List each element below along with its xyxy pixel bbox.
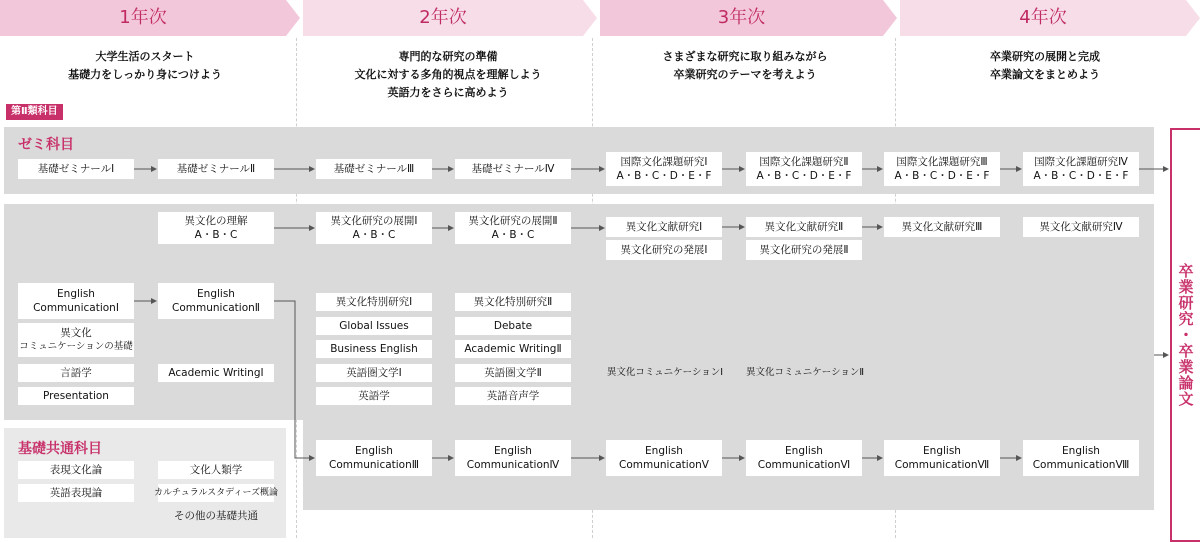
course-box: 異文化研究の展開Ⅱ A・B・C [455, 212, 571, 244]
course-box: 基礎ゼミナールⅣ [455, 159, 571, 179]
course-box: Global Issues [316, 317, 432, 335]
course-box: 国際文化課題研究Ⅰ A・B・C・D・E・F [606, 152, 722, 186]
graduation-thesis-box [1170, 128, 1200, 542]
year-desc-2: 専門的な研究の準備 文化に対する多角的視点を理解しよう 英語力をさらに高めよう [354, 50, 542, 99]
course-box: English CommunicationⅦ [884, 440, 1000, 476]
year-arrow-2 [303, 0, 597, 36]
year-label: 3年次 [717, 7, 766, 28]
course-box: 文化人類学 [158, 461, 274, 479]
course-box: 基礎ゼミナールⅠ [18, 159, 134, 179]
year-label: 1年次 [119, 7, 167, 28]
course-box: 異文化特別研究Ⅱ [455, 293, 571, 311]
year-label: 4年次 [1019, 7, 1067, 28]
course-box: 英語音声学 [455, 387, 571, 405]
year-desc-1: 大学生活のスタート 基礎力をしっかり身につけよう [68, 50, 222, 81]
year-desc-4: 卒業研究の展開と完成 卒業論文をまとめよう [990, 50, 1100, 81]
seminar-section-label: ゼミ科目 [18, 137, 74, 153]
course-box: 異文化の理解 A・B・C [158, 212, 274, 244]
course-box: 英語学 [316, 387, 432, 405]
course-box: その他の基礎共通 [174, 510, 258, 522]
course-box: 英語圏文学Ⅱ [455, 364, 571, 382]
course-box: English CommunicationⅠ [18, 283, 134, 319]
course-box: 表現文化論 [18, 461, 134, 479]
course-box: English CommunicationⅣ [455, 440, 571, 476]
course-box: English CommunicationⅡ [158, 283, 274, 319]
course-box: 英語圏文学Ⅰ [316, 364, 432, 382]
category-badge: 第Ⅱ類科目 [6, 104, 63, 120]
course-box: English CommunicationⅢ [316, 440, 432, 476]
course-box: Academic WritingⅡ [455, 340, 571, 358]
course-box: English CommunicationⅤ [606, 440, 722, 476]
course-box: 英語表現論 [18, 484, 134, 502]
course-box: 国際文化課題研究Ⅳ A・B・C・D・E・F [1023, 152, 1139, 186]
course-box: 異文化特別研究Ⅰ [316, 293, 432, 311]
course-box: Business English [316, 340, 432, 358]
year-arrow-1 [0, 0, 300, 36]
year-label: 2年次 [419, 7, 467, 28]
course-box: 言語学 [18, 364, 134, 382]
year-arrow-3 [600, 0, 897, 36]
course-box: 異文化コミュニケーションⅡ [745, 367, 865, 378]
kiso-section-label: 基礎共通科目 [18, 441, 102, 457]
course-box: Presentation [18, 387, 134, 405]
graduation-thesis-label: 卒業研究・卒業論文 [1176, 263, 1195, 407]
course-box: Academic WritingⅠ [158, 364, 274, 382]
course-box: English CommunicationⅥ [746, 440, 862, 476]
course-box: 基礎ゼミナールⅡ [158, 159, 274, 179]
course-box: 異文化文献研究Ⅱ [746, 217, 862, 237]
course-box: 国際文化課題研究Ⅱ A・B・C・D・E・F [746, 152, 862, 186]
course-box: 異文化文献研究Ⅳ [1023, 217, 1139, 237]
course-box: 異文化 コミュニケーションの基礎 [18, 323, 134, 357]
course-box: English CommunicationⅧ [1023, 440, 1139, 476]
course-box: Debate [455, 317, 571, 335]
course-box: 異文化研究の発展Ⅰ [606, 240, 722, 260]
course-box: 異文化文献研究Ⅲ [884, 217, 1000, 237]
course-box: カルチュラルスタディーズ概論 [158, 484, 274, 502]
course-box: 国際文化課題研究Ⅲ A・B・C・D・E・F [884, 152, 1000, 186]
course-box: 基礎ゼミナールⅢ [316, 159, 432, 179]
course-box: 異文化コミュニケーションⅠ [606, 367, 724, 378]
year-desc-3: さまざまな研究に取り組みながら 卒業研究のテーマを考えよう [662, 50, 828, 81]
course-box: 異文化文献研究Ⅰ [606, 217, 722, 237]
year-arrow-4 [900, 0, 1200, 36]
course-box: 異文化研究の発展Ⅱ [746, 240, 862, 260]
course-box: 異文化研究の展開Ⅰ A・B・C [316, 212, 432, 244]
